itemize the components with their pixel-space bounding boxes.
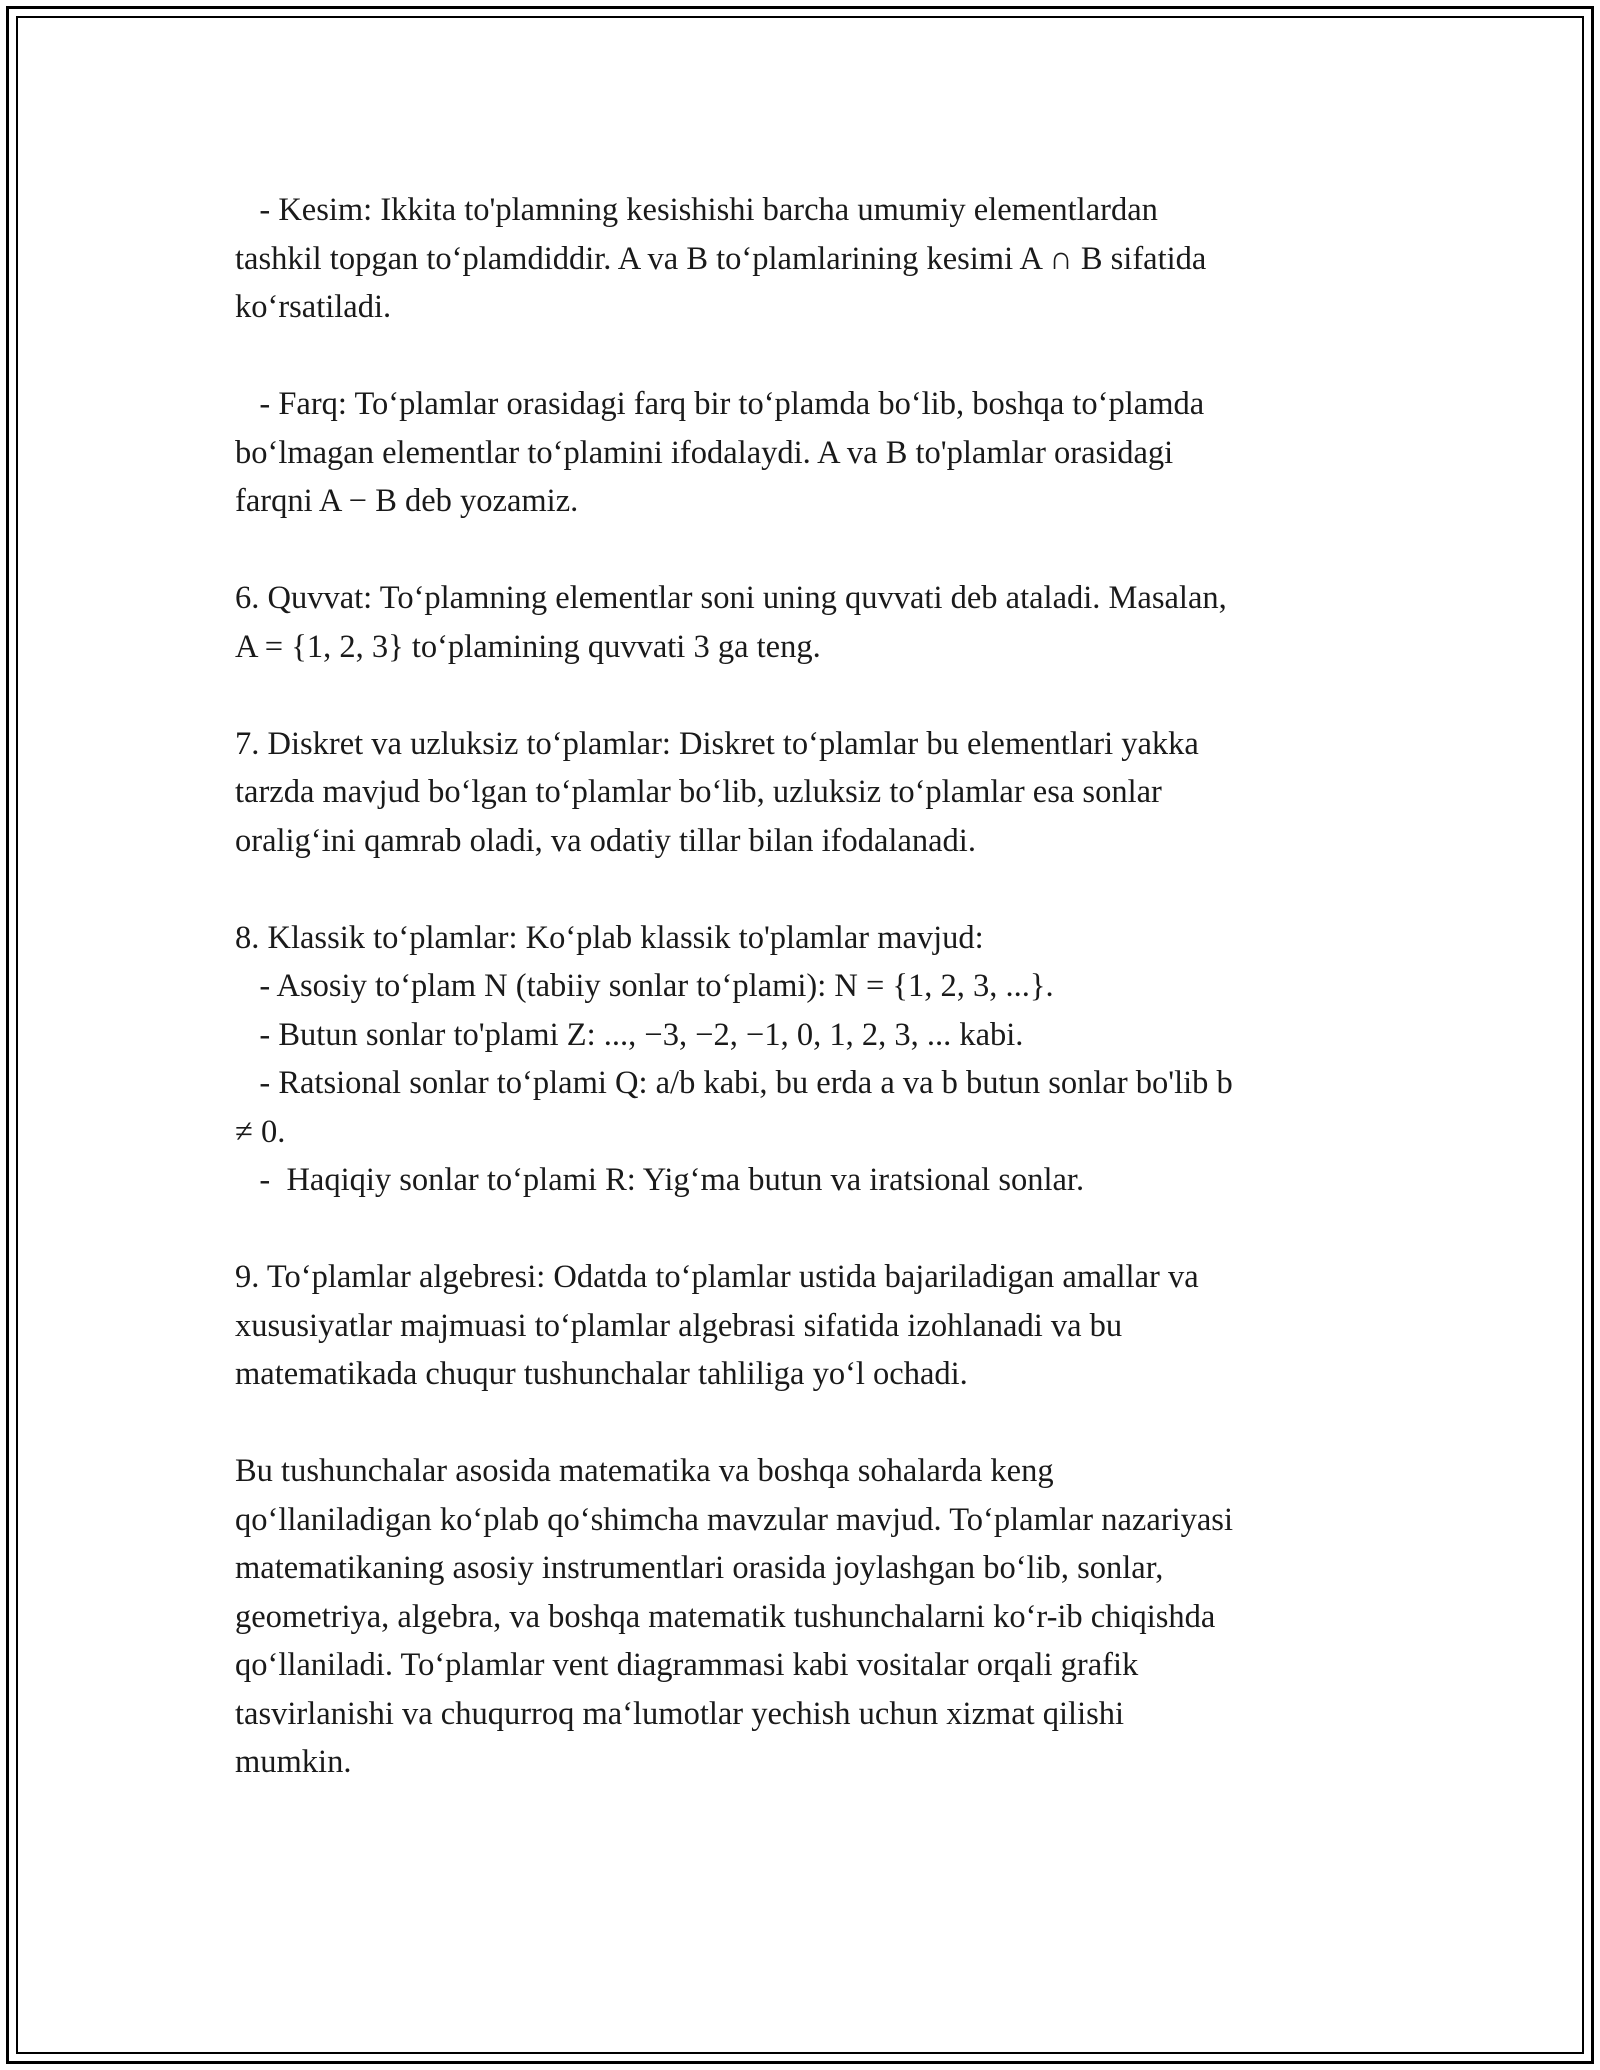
text-line: geometriya, algebra, va boshqa matematik tushunchalarni ko‘r-ib chiqishda [235,1598,1216,1635]
paragraph-farq [235,380,1365,526]
text-line: mumkin. [235,1744,352,1780]
paragraph-xulosa [235,1447,1365,1787]
text-line: - Haqiqiy sonlar to‘plami R: Yig‘ma butun va iratsional sonlar. [235,1162,1085,1198]
paragraph-diskret [235,720,1365,866]
text-line: qo‘llaniladigan ko‘plab qo‘shimcha mavzular mavjud. To‘plamlar nazariyasi [235,1501,1233,1538]
text-line: 9. To‘plamlar algebresi: Odatda to‘plamlar ustida bajariladigan amallar va [235,1259,1199,1295]
text-line: 6. Quvvat: To‘plamning elementlar soni uning quvvati deb ataladi. Masalan, [235,580,1227,616]
text-line: ko‘rsatiladi. [235,289,392,325]
text-line: qo‘llaniladi. To‘plamlar vent diagrammasi kabi vositalar orqali grafik [235,1647,1139,1683]
text-line: oralig‘ini qamrab oladi, va odatiy tillar bilan ifodalanadi. [235,822,976,859]
text-line: 7. Diskret va uzluksiz to‘plamlar: Diskret to‘plamlar bu elementlari yakka [235,725,1199,762]
paragraph-quvvat [235,574,1365,671]
text-line: xususiyatlar majmuasi to‘plamlar algebrasi sifatida izohlanadi va bu [235,1307,1123,1344]
paragraph-klassik [235,914,1365,1205]
paragraph-kesim [235,186,1365,332]
text-line: tarzda mavjud bo‘lgan to‘plamlar bo‘lib, uzluksiz to‘plamlar esa sonlar [235,774,1162,810]
document-body [235,186,1365,1835]
text-line: Bu tushunchalar asosida matematika va boshqa sohalarda keng [235,1453,1054,1489]
text-line: 8. Klassik to‘plamlar: Ko‘plab klassik to'plamlar mavjud: [235,919,984,956]
text-line: - Butun sonlar to'plami Z: ..., −3, −2, −1, 0, 1, 2, 3, ... kabi. [235,1016,1024,1053]
text-line: - Farq: To‘plamlar orasidagi farq bir to‘plamda bo‘lib, boshqa to‘plamda [235,386,1205,422]
text-line: matematikada chuqur tushunchalar tahliliga yo‘l ochadi. [235,1356,968,1392]
text-line: tasvirlanishi va chuqurroq ma‘lumotlar yechish uchun xizmat qilishi [235,1695,1125,1732]
text-line: tashkil topgan to‘plamdiddir. A va B to‘plamlarining kesimi A ∩ B sifatida [235,240,1207,277]
text-line: farqni A − B deb yozamiz. [235,483,579,519]
text-line: bo‘lmagan elementlar to‘plamini ifodalaydi. A va B to'plamlar orasidagi [235,434,1174,471]
text-line: - Kesim: Ikkita to'plamning kesishishi barcha umumiy elementlardan [235,192,1158,228]
text-line: - Ratsional sonlar to‘plami Q: a/b kabi, bu erda a va b butun sonlar bo'lib b [235,1065,1233,1101]
text-line: ≠ 0. [235,1113,286,1150]
text-line: - Asosiy to‘plam N (tabiiy sonlar to‘plami): N = {1, 2, 3, ...}. [235,968,1054,1004]
text-line: matematikaning asosiy instrumentlari orasida joylashgan bo‘lib, sonlar, [235,1550,1164,1586]
paragraph-algebra [235,1253,1365,1399]
text-line: A = {1, 2, 3} to‘plamining quvvati 3 ga teng. [235,628,821,665]
